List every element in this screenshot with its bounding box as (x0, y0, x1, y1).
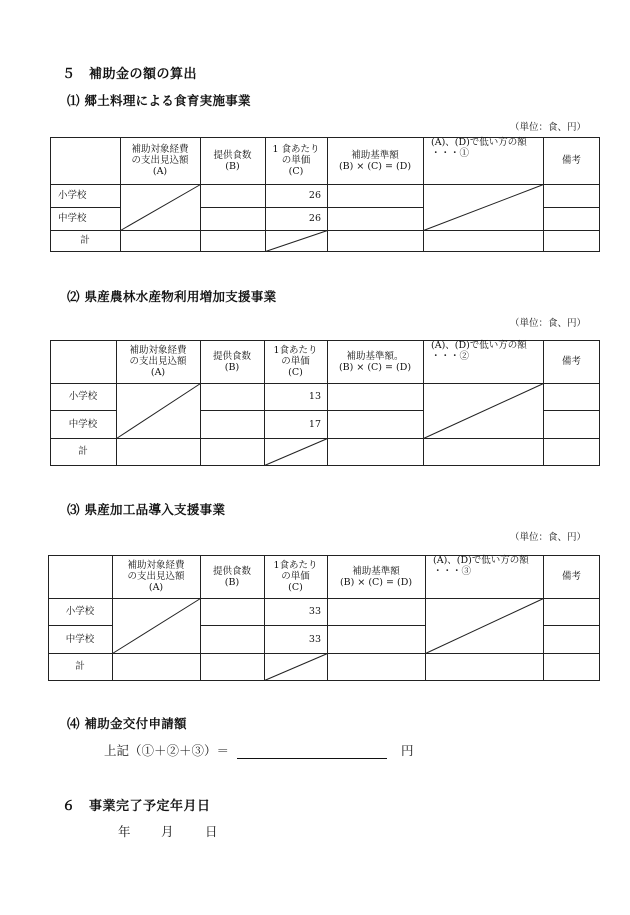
header-b: 提供食数 (B) (212, 565, 251, 588)
header-c: 1食あたり の単価 (C) (273, 345, 318, 378)
row-total-label: 計 (78, 446, 88, 457)
header-a: 補助対象経費 の支出見込額 (A) (127, 560, 185, 593)
section-6-title: ６ 事業完了予定年月日 (62, 799, 211, 814)
application-formula: 上記（①＋②＋③）＝ (104, 743, 230, 758)
row-elementary-label: 小学校 (68, 391, 98, 402)
row-elementary-label: 小学校 (58, 190, 87, 201)
row-junior-label: 中学校 (58, 213, 87, 224)
junior-unit-price: 33 (308, 633, 321, 645)
header-remarks: 備考 (561, 571, 581, 582)
row-junior-label: 中学校 (65, 633, 95, 645)
elementary-unit-price: 26 (308, 190, 321, 201)
row-total-label: 計 (80, 235, 90, 246)
header-e: (A)、(D)で低い方の額 ・・・② (431, 340, 527, 362)
completion-year-label: 年 (118, 824, 131, 839)
junior-unit-price: 17 (308, 418, 321, 430)
table-2-a-diagonal (117, 384, 201, 439)
header-d: 補助基準額 (B) × (C) = (D) (338, 149, 412, 172)
table-1-title: ⑴ 郷土料理による食育実施事業 (67, 93, 251, 108)
table-1-unit: （単位：食、円） (510, 122, 587, 133)
table-1-c-total-diagonal (266, 231, 328, 252)
elementary-unit-price: 33 (308, 606, 321, 617)
completion-month-label: 月 (161, 824, 174, 839)
header-b: 提供食数 (B) (212, 350, 251, 373)
junior-unit-price: 26 (308, 213, 321, 224)
table-3 (48, 555, 600, 681)
table-3-e-diagonal (426, 599, 544, 654)
table-1-a-diagonal (121, 185, 201, 231)
application-amount-line (104, 741, 414, 759)
header-a: 補助対象経費 の支出見込額 (A) (131, 144, 189, 177)
row-elementary-label: 小学校 (65, 606, 95, 617)
table-3-unit: （単位：食、円） (510, 532, 587, 543)
table-2 (50, 340, 600, 466)
table-2-unit: （単位：食、円） (510, 318, 587, 329)
header-remarks: 備考 (561, 155, 581, 166)
table-3-title: ⑶ 県産加工品導入支援事業 (67, 502, 226, 517)
row-total-label: 計 (75, 661, 85, 672)
header-remarks: 備考 (561, 356, 581, 367)
section-4-title: ⑷ 補助金交付申請額 (67, 716, 187, 731)
header-e: (A)、(D)で低い方の額 ・・・③ (433, 555, 529, 577)
table-3-c-total-diagonal (265, 654, 328, 681)
table-3-a-diagonal (113, 599, 201, 654)
header-d: 補助基準額 (B) × (C) = (D) (339, 565, 413, 588)
table-2-title: ⑵ 県産農林水産物利用増加支援事業 (67, 289, 277, 304)
application-amount-blank[interactable] (237, 744, 387, 759)
header-a: 補助対象経費 の支出見込額 (A) (129, 345, 187, 378)
header-c: 1 食あたり の単価 (C) (272, 144, 320, 177)
currency-label: 円 (401, 743, 414, 758)
elementary-unit-price: 13 (308, 391, 321, 402)
header-d: 補助基準額。 (B) × (C) = (D) (338, 350, 412, 373)
header-b: 提供食数 (B) (213, 149, 252, 172)
table-1 (50, 137, 600, 252)
header-e: (A)、(D)で低い方の額 ・・・① (431, 137, 527, 159)
table-2-e-diagonal (424, 384, 544, 439)
completion-day-label: 日 (205, 824, 218, 839)
table-2-c-total-diagonal (265, 439, 328, 466)
section-5-title: ５ 補助金の額の算出 (62, 67, 198, 82)
row-junior-label: 中学校 (68, 418, 98, 430)
table-1-e-diagonal (424, 185, 544, 231)
header-c: 1食あたり の単価 (C) (273, 560, 318, 593)
